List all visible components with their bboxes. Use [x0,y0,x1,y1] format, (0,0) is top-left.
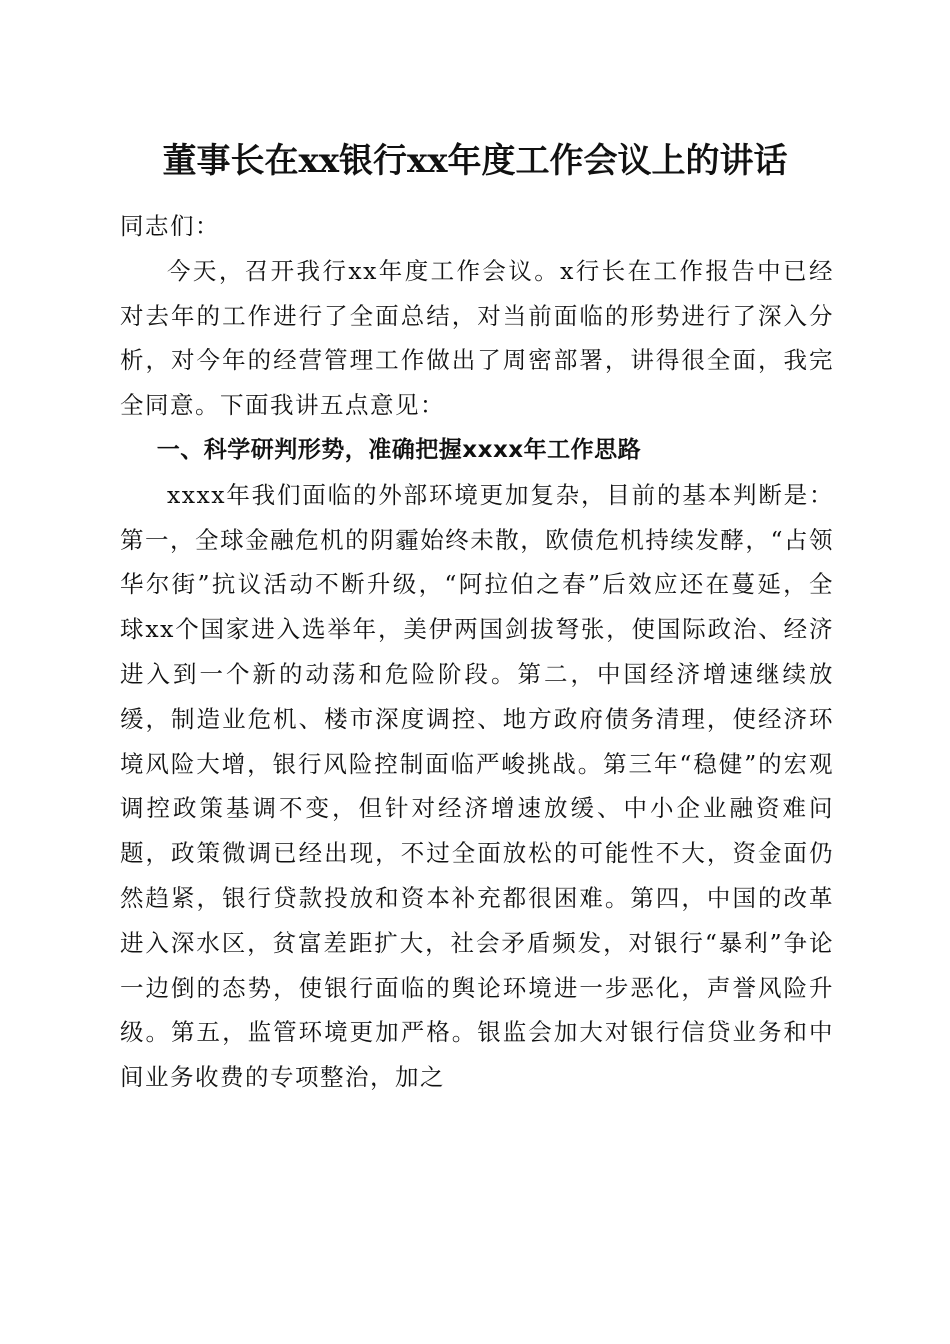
document-title: 董事长在xx银行xx年度工作会议上的讲话 [162,141,788,181]
salutation: 同志们： [120,212,220,240]
opening-paragraph: 今天，召开我行xx年度工作会议。x行长在工作报告中已经对去年的工作进行了全面总结，对当前面临的形势进行了深入分析，对今年的经营管理工作做出了周密部署，讲得很全面，我完全同意。下面我讲五点意见： [120,256,834,420]
document-body [120,204,834,1100]
section-heading: 一、科学研判形势，准确把握xxxx年工作思路 [156,436,642,463]
section-paragraph: xxxx年我们面临的外部环境更加复杂，目前的基本判断是：第一，全球金融危机的阴霾始终未散，欧债危机持续发酵，“占领华尔街”抗议活动不断升级，“阿拉伯之春”后效应还在蔓延，全球xx个国家进入选举年，美伊两国剑拔弩张，使国际政治、经济进入到一个新的动荡和危险阶段。第二，中国经济增速继续放缓，制造业危机、楼市深度调控、地方政府债务清理，使经济环境风险大增，银行风险控制面临严峻挑战。第三年“稳健”的宏观调控政策基调不变，但针对经济增速放缓、中小企业融资难问题，政策微调已经出现，不过全面放松的可能性不大，资金面仍然趋紧，银行贷款投放和资本补充都很困难。第四，中国的改革进入深水区，贫富差距扩大，社会矛盾频发，对银行“暴利”争论一边倒的态势，使银行面临的舆论环境进一步恶化，声誉风险升级。第五，监管环境更加严格。银监会加大对银行信贷业务和中间业务收费的专项整治，加之 [120,480,834,1092]
